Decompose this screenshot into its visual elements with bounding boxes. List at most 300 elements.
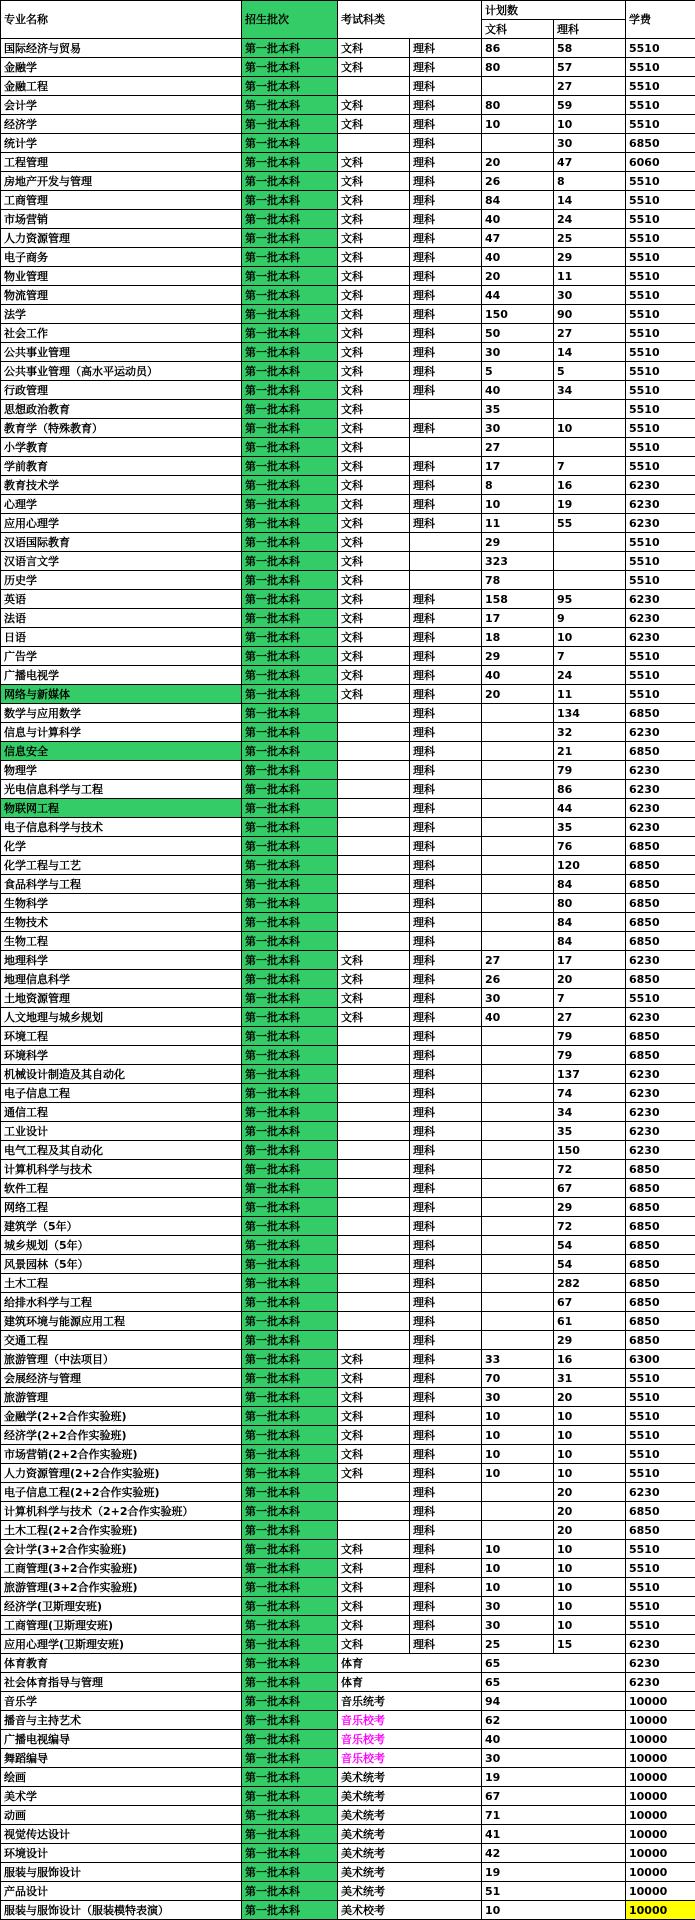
cell-fee: 6230 [626, 1654, 695, 1673]
cell-subject-1 [338, 799, 410, 818]
cell-subject-1: 文科 [338, 951, 410, 970]
table-row [1, 495, 695, 514]
cell-fee: 6230 [626, 761, 695, 780]
cell-subject-1: 美术统考 [338, 1768, 482, 1787]
cell-plan-lk: 20 [554, 970, 626, 989]
table-row [1, 1198, 695, 1217]
cell-plan-lk: 10 [554, 1559, 626, 1578]
cell-plan-lk: 5 [554, 362, 626, 381]
cell-plan-wk: 67 [482, 1787, 626, 1806]
cell-plan-lk: 11 [554, 685, 626, 704]
cell-major: 环境设计 [1, 1844, 242, 1863]
cell-plan-lk: 16 [554, 476, 626, 495]
cell-subject-1 [338, 77, 410, 96]
cell-subject-1 [338, 1084, 410, 1103]
cell-subject-1: 文科 [338, 1578, 410, 1597]
cell-major: 市场营销 [1, 210, 242, 229]
cell-major: 工商管理 [1, 191, 242, 210]
table-row [1, 1046, 695, 1065]
cell-plan-lk: 90 [554, 305, 626, 324]
cell-subject-1 [338, 1217, 410, 1236]
cell-subject-1: 美术统考 [338, 1882, 482, 1901]
cell-plan-wk: 41 [482, 1825, 626, 1844]
cell-major: 食品科学与工程 [1, 875, 242, 894]
cell-fee: 6850 [626, 134, 695, 153]
cell-fee: 6230 [626, 951, 695, 970]
cell-subject-1 [338, 761, 410, 780]
cell-fee: 10000 [626, 1730, 695, 1749]
cell-batch: 第一批本科 [242, 1787, 338, 1806]
cell-major: 舞蹈编导 [1, 1749, 242, 1768]
cell-plan-wk [482, 1122, 554, 1141]
cell-fee: 6850 [626, 894, 695, 913]
cell-batch: 第一批本科 [242, 39, 338, 58]
cell-plan-wk: 10 [482, 1445, 554, 1464]
cell-subject-1: 文科 [338, 1350, 410, 1369]
cell-subject-1: 文科 [338, 286, 410, 305]
cell-batch: 第一批本科 [242, 1901, 338, 1920]
cell-major: 数学与应用数学 [1, 704, 242, 723]
cell-plan-wk [482, 1274, 554, 1293]
cell-fee: 6230 [626, 1483, 695, 1502]
table-row [1, 742, 695, 761]
cell-fee: 6850 [626, 932, 695, 951]
cell-batch: 第一批本科 [242, 590, 338, 609]
cell-plan-wk [482, 1255, 554, 1274]
cell-subject-2: 理科 [410, 134, 482, 153]
cell-major: 物理学 [1, 761, 242, 780]
cell-major: 教育技术学 [1, 476, 242, 495]
cell-major: 广播电视编导 [1, 1730, 242, 1749]
cell-batch: 第一批本科 [242, 134, 338, 153]
cell-fee: 5510 [626, 267, 695, 286]
cell-plan-wk: 30 [482, 419, 554, 438]
cell-fee: 5510 [626, 58, 695, 77]
cell-major: 历史学 [1, 571, 242, 590]
cell-batch: 第一批本科 [242, 1008, 338, 1027]
cell-plan-lk: 17 [554, 951, 626, 970]
cell-subject-1: 美术校考 [338, 1901, 482, 1920]
cell-subject-1: 音乐校考 [338, 1730, 482, 1749]
table-row [1, 115, 695, 134]
cell-plan-lk: 27 [554, 324, 626, 343]
table-row [1, 1407, 695, 1426]
cell-batch: 第一批本科 [242, 818, 338, 837]
cell-subject-2: 理科 [410, 1350, 482, 1369]
cell-fee: 5510 [626, 191, 695, 210]
table-row [1, 1236, 695, 1255]
cell-subject-2: 理科 [410, 780, 482, 799]
cell-plan-lk: 16 [554, 1350, 626, 1369]
cell-plan-wk: 20 [482, 685, 554, 704]
cell-subject-2: 理科 [410, 1103, 482, 1122]
cell-plan-lk: 59 [554, 96, 626, 115]
cell-subject-1: 文科 [338, 305, 410, 324]
cell-plan-lk: 10 [554, 1616, 626, 1635]
cell-subject-1: 文科 [338, 1407, 410, 1426]
cell-fee: 5510 [626, 324, 695, 343]
cell-major: 工商管理(卫斯理安班) [1, 1616, 242, 1635]
cell-batch: 第一批本科 [242, 419, 338, 438]
cell-subject-1 [338, 1179, 410, 1198]
cell-plan-wk: 30 [482, 343, 554, 362]
cell-batch: 第一批本科 [242, 609, 338, 628]
cell-batch: 第一批本科 [242, 381, 338, 400]
cell-batch: 第一批本科 [242, 1236, 338, 1255]
cell-major: 法语 [1, 609, 242, 628]
cell-subject-1 [338, 742, 410, 761]
cell-plan-wk: 29 [482, 533, 554, 552]
cell-plan-wk: 10 [482, 1407, 554, 1426]
cell-plan-lk: 95 [554, 590, 626, 609]
cell-subject-2: 理科 [410, 1179, 482, 1198]
cell-subject-1: 文科 [338, 96, 410, 115]
cell-batch: 第一批本科 [242, 1711, 338, 1730]
table-row [1, 1635, 695, 1654]
table-row [1, 419, 695, 438]
cell-subject-2: 理科 [410, 723, 482, 742]
cell-plan-wk: 29 [482, 647, 554, 666]
cell-batch: 第一批本科 [242, 1046, 338, 1065]
cell-batch: 第一批本科 [242, 989, 338, 1008]
cell-batch: 第一批本科 [242, 495, 338, 514]
header-batch: 招生批次 [242, 1, 338, 39]
table-row [1, 704, 695, 723]
cell-major: 工商管理(3+2合作实验班) [1, 1559, 242, 1578]
cell-subject-1: 文科 [338, 400, 410, 419]
cell-batch: 第一批本科 [242, 1312, 338, 1331]
cell-subject-2 [410, 533, 482, 552]
cell-major: 网络与新媒体 [1, 685, 242, 704]
cell-plan-wk: 20 [482, 153, 554, 172]
cell-plan-wk: 40 [482, 248, 554, 267]
cell-subject-2: 理科 [410, 1331, 482, 1350]
cell-subject-1 [338, 1046, 410, 1065]
cell-plan-lk: 14 [554, 343, 626, 362]
cell-fee: 6850 [626, 1255, 695, 1274]
cell-fee: 5510 [626, 419, 695, 438]
cell-major: 工业设计 [1, 1122, 242, 1141]
cell-subject-1 [338, 704, 410, 723]
cell-subject-1: 文科 [338, 115, 410, 134]
cell-plan-wk [482, 1046, 554, 1065]
cell-plan-lk: 10 [554, 1597, 626, 1616]
table-row [1, 1559, 695, 1578]
cell-plan-wk [482, 1160, 554, 1179]
cell-batch: 第一批本科 [242, 1768, 338, 1787]
table-row [1, 1312, 695, 1331]
table-row [1, 951, 695, 970]
cell-major: 汉语言文学 [1, 552, 242, 571]
table-row [1, 1521, 695, 1540]
cell-major: 广告学 [1, 647, 242, 666]
table-row [1, 286, 695, 305]
cell-major: 生物科学 [1, 894, 242, 913]
cell-plan-wk: 19 [482, 1863, 626, 1882]
cell-plan-lk [554, 438, 626, 457]
cell-subject-1 [338, 134, 410, 153]
cell-major: 信息与计算科学 [1, 723, 242, 742]
table-row [1, 894, 695, 913]
cell-subject-1: 文科 [338, 1597, 410, 1616]
cell-fee: 6850 [626, 837, 695, 856]
cell-subject-1: 文科 [338, 267, 410, 286]
cell-plan-wk: 94 [482, 1692, 626, 1711]
table-row [1, 818, 695, 837]
cell-plan-wk: 84 [482, 191, 554, 210]
table-row [1, 1901, 695, 1920]
table-row [1, 970, 695, 989]
cell-plan-lk: 29 [554, 1331, 626, 1350]
cell-plan-wk [482, 742, 554, 761]
cell-major: 金融学(2+2合作实验班) [1, 1407, 242, 1426]
cell-batch: 第一批本科 [242, 761, 338, 780]
cell-major: 音乐学 [1, 1692, 242, 1711]
cell-plan-wk: 30 [482, 1388, 554, 1407]
cell-batch: 第一批本科 [242, 229, 338, 248]
cell-batch: 第一批本科 [242, 1217, 338, 1236]
cell-plan-lk: 10 [554, 1464, 626, 1483]
cell-subject-1 [338, 875, 410, 894]
cell-subject-1: 文科 [338, 210, 410, 229]
table-row [1, 1008, 695, 1027]
table-row [1, 1844, 695, 1863]
cell-subject-2: 理科 [410, 1369, 482, 1388]
table-row [1, 39, 695, 58]
cell-major: 物联网工程 [1, 799, 242, 818]
cell-plan-wk [482, 1312, 554, 1331]
cell-plan-wk: 40 [482, 1730, 626, 1749]
cell-plan-wk [482, 1065, 554, 1084]
cell-major: 交通工程 [1, 1331, 242, 1350]
table-row [1, 1122, 695, 1141]
cell-subject-1: 文科 [338, 666, 410, 685]
cell-batch: 第一批本科 [242, 951, 338, 970]
cell-major: 动画 [1, 1806, 242, 1825]
cell-subject-2: 理科 [410, 77, 482, 96]
cell-subject-2: 理科 [410, 153, 482, 172]
cell-batch: 第一批本科 [242, 1521, 338, 1540]
cell-batch: 第一批本科 [242, 1673, 338, 1692]
table-row [1, 1863, 695, 1882]
cell-batch: 第一批本科 [242, 58, 338, 77]
cell-plan-wk: 10 [482, 1559, 554, 1578]
cell-batch: 第一批本科 [242, 457, 338, 476]
cell-fee: 6300 [626, 1350, 695, 1369]
cell-plan-lk: 79 [554, 761, 626, 780]
cell-subject-1 [338, 1160, 410, 1179]
cell-subject-1 [338, 1274, 410, 1293]
cell-subject-1: 文科 [338, 1426, 410, 1445]
header-major: 专业名称 [1, 1, 242, 39]
cell-major: 经济学 [1, 115, 242, 134]
cell-plan-wk [482, 913, 554, 932]
cell-plan-lk: 30 [554, 286, 626, 305]
cell-fee: 6230 [626, 799, 695, 818]
cell-plan-lk [554, 571, 626, 590]
cell-subject-1 [338, 818, 410, 837]
cell-batch: 第一批本科 [242, 571, 338, 590]
table-row [1, 1426, 695, 1445]
cell-batch: 第一批本科 [242, 324, 338, 343]
cell-plan-lk: 47 [554, 153, 626, 172]
cell-subject-2: 理科 [410, 1255, 482, 1274]
cell-batch: 第一批本科 [242, 1160, 338, 1179]
cell-subject-2: 理科 [410, 989, 482, 1008]
cell-plan-lk: 54 [554, 1236, 626, 1255]
cell-fee: 5510 [626, 343, 695, 362]
cell-subject-2: 理科 [410, 932, 482, 951]
cell-plan-lk: 54 [554, 1255, 626, 1274]
table-row [1, 1350, 695, 1369]
table-row [1, 1654, 695, 1673]
cell-fee: 10000 [626, 1787, 695, 1806]
cell-plan-wk [482, 875, 554, 894]
cell-major: 服装与服饰设计 [1, 1863, 242, 1882]
cell-plan-lk: 11 [554, 267, 626, 286]
cell-major: 经济学(2+2合作实验班) [1, 1426, 242, 1445]
cell-major: 思想政治教育 [1, 400, 242, 419]
cell-subject-2: 理科 [410, 1464, 482, 1483]
table-row [1, 666, 695, 685]
cell-major: 日语 [1, 628, 242, 647]
cell-fee: 6850 [626, 970, 695, 989]
cell-batch: 第一批本科 [242, 514, 338, 533]
cell-subject-1 [338, 1255, 410, 1274]
cell-major: 地理信息科学 [1, 970, 242, 989]
cell-subject-2: 理科 [410, 419, 482, 438]
cell-major: 电子信息工程 [1, 1084, 242, 1103]
table-row [1, 210, 695, 229]
cell-plan-wk [482, 1236, 554, 1255]
cell-fee: 6850 [626, 742, 695, 761]
table-row [1, 324, 695, 343]
cell-batch: 第一批本科 [242, 1084, 338, 1103]
cell-subject-1: 文科 [338, 362, 410, 381]
cell-plan-wk [482, 1293, 554, 1312]
table-row [1, 837, 695, 856]
cell-subject-2: 理科 [410, 818, 482, 837]
cell-major: 风景园林（5年） [1, 1255, 242, 1274]
cell-batch: 第一批本科 [242, 362, 338, 381]
cell-plan-wk [482, 1103, 554, 1122]
cell-plan-lk: 20 [554, 1483, 626, 1502]
cell-batch: 第一批本科 [242, 191, 338, 210]
table-row [1, 96, 695, 115]
cell-subject-2: 理科 [410, 1407, 482, 1426]
cell-subject-1 [338, 932, 410, 951]
cell-batch: 第一批本科 [242, 153, 338, 172]
cell-subject-1: 文科 [338, 153, 410, 172]
cell-fee: 6850 [626, 1274, 695, 1293]
cell-fee: 6850 [626, 1521, 695, 1540]
cell-subject-1 [338, 1521, 410, 1540]
cell-plan-wk: 78 [482, 571, 554, 590]
cell-fee: 10000 [626, 1863, 695, 1882]
cell-batch: 第一批本科 [242, 552, 338, 571]
cell-fee: 6850 [626, 1312, 695, 1331]
cell-fee: 6230 [626, 1635, 695, 1654]
cell-batch: 第一批本科 [242, 248, 338, 267]
cell-subject-2: 理科 [410, 1635, 482, 1654]
header-fee: 学费 [626, 1, 695, 39]
cell-major: 国际经济与贸易 [1, 39, 242, 58]
cell-fee: 6230 [626, 590, 695, 609]
cell-batch: 第一批本科 [242, 476, 338, 495]
cell-plan-lk: 137 [554, 1065, 626, 1084]
cell-batch: 第一批本科 [242, 1369, 338, 1388]
header-subjects: 考试科类 [338, 1, 482, 39]
cell-fee: 5510 [626, 1578, 695, 1597]
cell-subject-1 [338, 1122, 410, 1141]
cell-subject-1: 文科 [338, 1635, 410, 1654]
table-row [1, 1179, 695, 1198]
cell-plan-lk: 32 [554, 723, 626, 742]
cell-plan-wk: 158 [482, 590, 554, 609]
cell-subject-2: 理科 [410, 476, 482, 495]
table-row [1, 1141, 695, 1160]
cell-batch: 第一批本科 [242, 77, 338, 96]
cell-batch: 第一批本科 [242, 894, 338, 913]
cell-fee: 5510 [626, 1559, 695, 1578]
cell-fee: 6850 [626, 1293, 695, 1312]
table-row [1, 1483, 695, 1502]
cell-subject-1: 文科 [338, 628, 410, 647]
cell-major: 房地产开发与管理 [1, 172, 242, 191]
cell-subject-2: 理科 [410, 1160, 482, 1179]
cell-plan-wk [482, 932, 554, 951]
cell-batch: 第一批本科 [242, 343, 338, 362]
cell-major: 应用心理学 [1, 514, 242, 533]
cell-fee: 10000 [626, 1768, 695, 1787]
cell-plan-lk: 72 [554, 1217, 626, 1236]
cell-plan-lk: 10 [554, 1445, 626, 1464]
cell-fee: 6230 [626, 1065, 695, 1084]
cell-fee: 6230 [626, 1103, 695, 1122]
cell-subject-2: 理科 [410, 343, 482, 362]
cell-plan-wk: 10 [482, 1426, 554, 1445]
table-row [1, 1274, 695, 1293]
cell-subject-2: 理科 [410, 875, 482, 894]
cell-subject-1: 文科 [338, 343, 410, 362]
cell-fee: 10000 [626, 1825, 695, 1844]
cell-plan-wk: 30 [482, 989, 554, 1008]
cell-major: 通信工程 [1, 1103, 242, 1122]
cell-plan-wk: 62 [482, 1711, 626, 1730]
cell-fee: 5510 [626, 248, 695, 267]
table-row [1, 1540, 695, 1559]
cell-plan-lk [554, 552, 626, 571]
cell-major: 小学教育 [1, 438, 242, 457]
header-plan-lk: 理科 [554, 20, 626, 39]
cell-plan-wk: 27 [482, 438, 554, 457]
cell-subject-2: 理科 [410, 628, 482, 647]
cell-major: 播音与主持艺术 [1, 1711, 242, 1730]
cell-plan-wk: 40 [482, 1008, 554, 1027]
cell-subject-2: 理科 [410, 1388, 482, 1407]
table-row [1, 628, 695, 647]
table-row [1, 267, 695, 286]
cell-plan-wk [482, 1502, 554, 1521]
cell-fee: 5510 [626, 685, 695, 704]
cell-subject-2: 理科 [410, 1502, 482, 1521]
cell-fee: 10000 [626, 1749, 695, 1768]
cell-major: 物流管理 [1, 286, 242, 305]
cell-subject-1: 文科 [338, 609, 410, 628]
cell-plan-lk: 10 [554, 628, 626, 647]
cell-major: 汉语国际教育 [1, 533, 242, 552]
cell-subject-2: 理科 [410, 381, 482, 400]
